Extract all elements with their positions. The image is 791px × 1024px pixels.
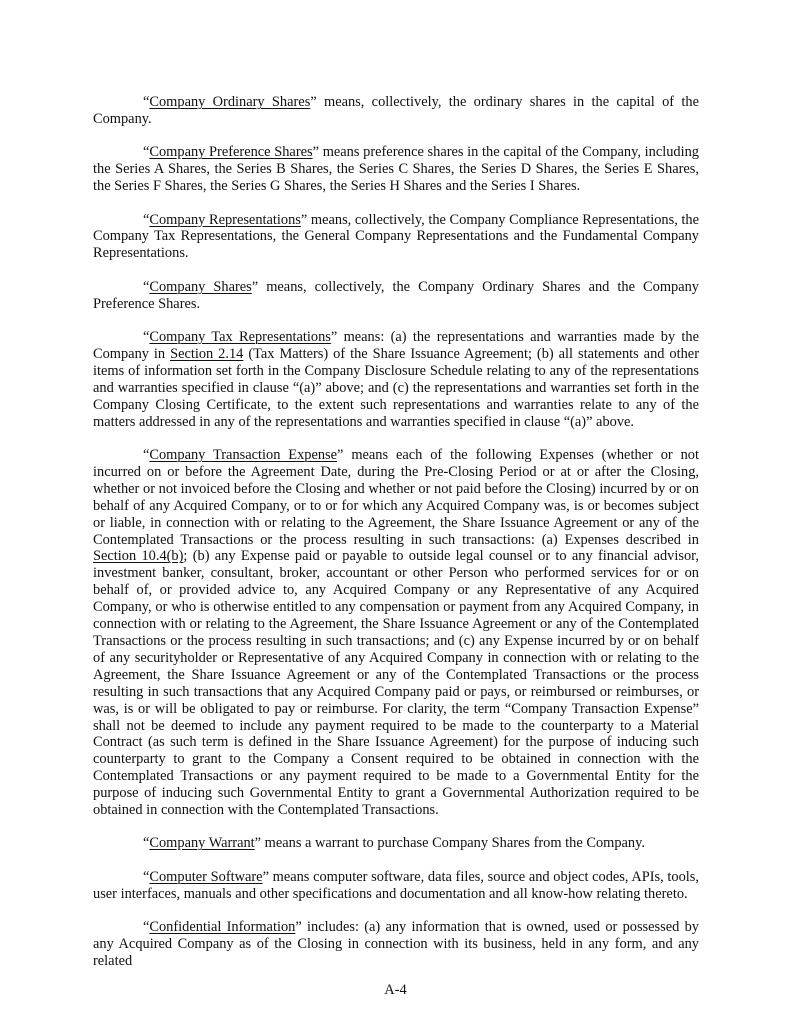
defined-term: Company Ordinary Shares <box>149 94 311 110</box>
page-number: A-4 <box>384 982 407 998</box>
definition-company-tax-representations <box>93 329 699 430</box>
close-quote: ” <box>254 835 262 852</box>
open-quote: “ <box>143 144 150 161</box>
section-reference: Section 10.4(b) <box>93 548 184 565</box>
defined-term: Company Warrant <box>149 835 255 852</box>
definition-text: means computer software, data files, source and object codes, APIs, tools, user interfaces, manuals and other specifications and documentation and all know-how relating thereto. <box>93 868 700 902</box>
document-page <box>93 94 699 986</box>
close-quote: ” <box>262 868 269 885</box>
close-quote: ” <box>312 144 319 161</box>
defined-term: Company Preference Shares <box>149 144 313 161</box>
definition-company-representations <box>93 212 699 263</box>
definition-company-warrant <box>93 835 699 852</box>
definition-text-after-reference: (Tax Matters) of the Share Issuance Agreement; (b) all statements and other items of information set forth in the Company Disclosure Schedule relating to any of the representations and warranties specified in clause “(a)” above; and (c) the representations and warranties set forth in the Company Closing Certificate, to the extent such representations and warranties relate to any of the matters addressed in any of the representations and warranties specified in clause “(a)” above. <box>93 345 699 430</box>
definition-company-transaction-expense <box>93 447 699 819</box>
open-quote: “ <box>143 211 150 228</box>
open-quote: “ <box>143 94 150 110</box>
defined-term: Company Shares <box>149 278 252 295</box>
open-quote: “ <box>143 919 150 936</box>
close-quote: ” <box>300 211 308 228</box>
definition-text-before-reference: means: (a) the representations and warranties made by the Company in <box>93 329 699 362</box>
definition-text: means, collectively, the ordinary shares in the capital of the Company. <box>93 94 699 127</box>
close-quote: ” <box>295 919 302 936</box>
section-reference: Section 2.14 <box>170 345 244 362</box>
definition-text: means a warrant to purchase Company Shares from the Company. <box>261 835 645 852</box>
definition-text: means, collectively, the Company Compliance Representations, the Company Tax Representations, the General Company Representations and the Fundamental Company Representations. <box>93 211 699 262</box>
definition-confidential-information <box>93 919 699 970</box>
open-quote: “ <box>143 447 150 463</box>
close-quote: ” <box>330 329 338 346</box>
definition-text: means preference shares in the capital of the Company, including the Series A Shares, the Series B Shares, the Series C Shares, the Series D Shares, the Series E Shares, the Series F Shares, the Series G Shares, the Series H Shares and the Series I Shares. <box>93 144 699 195</box>
defined-term: Company Transaction Expense <box>149 447 338 463</box>
open-quote: “ <box>143 278 150 295</box>
open-quote: “ <box>143 868 150 885</box>
defined-term: Computer Software <box>149 868 263 885</box>
open-quote: “ <box>143 329 150 346</box>
definition-company-preference-shares <box>93 144 699 195</box>
close-quote: ” <box>310 94 317 110</box>
defined-term: Confidential Information <box>149 919 296 936</box>
definition-text-after-reference: ; (b) any Expense paid or payable to outside legal counsel or to any financial advisor, investment banker, consultant, broker, accountant or other Person who performed services for or on behalf of, or provided advice to, any Acquired Company or any Representative of any Acquired Company, or who is otherwise entitled to any compensation or payment from any Acquired Company, in connection with or relating to the Agreement, the Share Issuance Agreement or any of the Contemplated Transactions or the process resulting in such transactions; and (c) any Expense incurred by or on behalf of any securityholder or Representative of any Acquired Company in connection with or relating to the Agreement, the Share Issuance Agreement or any of the Contemplated Transactions or the process resulting in such transactions that any Acquired Company paid or pays, or reimbursed or reimburses, or was, is or will be obligated to pay or reimburse. For clarity, the term “Company Transaction Expense” shall not be deemed to include any payment required to be made to the counterparty to a Material Contract (as such term is defined in the Share Issuance Agreement) for the purpose of inducing such counterparty to grant to the Company a Consent required to be obtained in connection with the Contemplated Transactions or any payment required to be made to a Governmental Entity for the purpose of inducing such Governmental Entity to grant a Governmental Authorization required to be obtained in connection with the Contemplated Transactions. <box>93 548 699 819</box>
definition-company-shares <box>93 279 699 313</box>
definition-company-ordinary-shares <box>93 94 699 128</box>
open-quote: “ <box>143 835 150 852</box>
close-quote: ” <box>251 278 259 295</box>
definition-text: includes: (a) any information that is owned, used or possessed by any Acquired Company as of the Closing in connection with its business, held in any form, and any related <box>93 919 699 969</box>
definition-text: means, collectively, the Company Ordinary Shares and the Company Preference Shares. <box>93 278 699 312</box>
defined-term: Company Tax Representations <box>149 329 331 346</box>
close-quote: ” <box>337 447 344 463</box>
defined-term: Company Representations <box>149 211 301 228</box>
definition-text-before-reference: means each of the following Expenses (whether or not incurred on or before the Agreement Date, during the Pre-Closing Period or at or after the Closing, whether or not invoiced before the Closing and whether or not paid before the Closing) incurred by or on behalf of any Acquired Company, or to or for which any Acquired Company was, is or becomes subject or liable, in connection with or relating to the Agreement, the Share Issuance Agreement or any of the Contemplated Transactions or the process resulting in such transactions: (a) Expenses described in <box>93 447 699 548</box>
definition-computer-software <box>93 869 699 903</box>
